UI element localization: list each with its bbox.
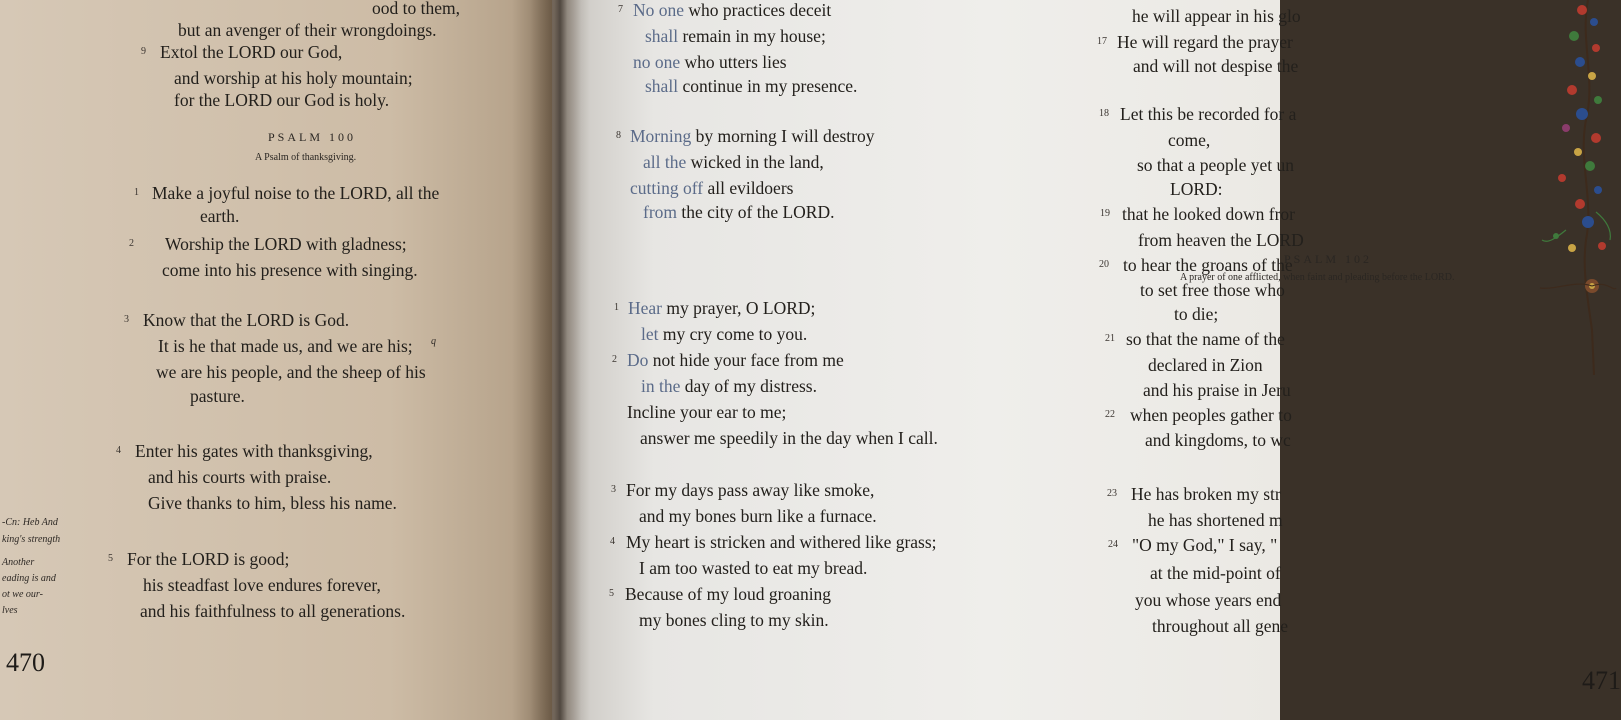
illuminated-border-ornament xyxy=(1536,0,1616,380)
verse-number: 21 xyxy=(1105,333,1115,344)
psalm-102-subtitle: A prayer of one afflicted, when faint and pleading before the LORD. xyxy=(1180,272,1455,283)
verse-line: He has broken my str xyxy=(1131,484,1281,504)
verse-line: Do not hide your face from me xyxy=(627,350,844,370)
verse-number: 1 xyxy=(614,302,619,313)
verse-line: come into his presence with singing. xyxy=(162,260,418,280)
verse-line: in the day of my distress. xyxy=(641,376,817,396)
verse-number: 23 xyxy=(1107,488,1117,499)
verse-number: 24 xyxy=(1108,539,1118,550)
verse-number: 4 xyxy=(610,536,615,547)
psalm-100-heading: PSALM 100 xyxy=(268,130,357,144)
verse-number: 3 xyxy=(611,484,616,495)
verse-number: 7 xyxy=(618,4,623,15)
footnote-line: -Cn: Heb And xyxy=(2,517,58,528)
verse-line: you whose years end xyxy=(1135,590,1282,610)
verse-line: all the wicked in the land, xyxy=(643,152,824,172)
footnote-line: lves xyxy=(2,605,18,616)
verse-line: from the city of the LORD. xyxy=(643,202,835,222)
verse-line: "O my God," I say, " xyxy=(1132,535,1278,555)
verse-line: he has shortened m xyxy=(1148,510,1283,530)
verse-line: Extol the LORD our God, xyxy=(160,42,343,62)
verse-number: 5 xyxy=(108,553,113,564)
verse-number: 1 xyxy=(134,187,139,198)
verse-line: pasture. xyxy=(190,386,245,406)
verse-line: declared in Zion xyxy=(1148,355,1263,375)
verse-line: and worship at his holy mountain; xyxy=(174,68,413,88)
psalm-100-subtitle: A Psalm of thanksgiving. xyxy=(255,152,357,163)
verse-number: 18 xyxy=(1099,108,1109,119)
verse-line: Worship the LORD with gladness; xyxy=(165,234,407,254)
footnote-line: ot we our- xyxy=(2,589,43,600)
footnote-marker: q xyxy=(431,336,436,347)
verse-line: It is he that made us, and we are his; xyxy=(158,336,413,356)
page-number-left: 470 xyxy=(6,648,45,677)
verse-line: For my days pass away like smoke, xyxy=(626,480,875,500)
verse-number: 4 xyxy=(116,445,121,456)
verse-number: 8 xyxy=(616,130,621,141)
footnote-line: eading is and xyxy=(2,573,56,584)
verse-line: so that a people yet un xyxy=(1137,155,1294,175)
verse-line: Enter his gates with thanksgiving, xyxy=(135,441,373,461)
verse-line: and kingdoms, to wc xyxy=(1145,430,1291,450)
verse-line: Know that the LORD is God. xyxy=(143,310,350,330)
page-number-right: 471 xyxy=(1582,666,1621,695)
verse-number: 2 xyxy=(129,238,134,249)
verse-line: earth. xyxy=(200,206,240,226)
footnote-line: Another xyxy=(2,557,35,568)
verse-line: answer me speedily in the day when I call. xyxy=(640,428,938,448)
verse-line: let my cry come to you. xyxy=(641,324,808,344)
verse-number: 5 xyxy=(609,588,614,599)
psalm-102-heading: PSALM 102 xyxy=(1284,252,1373,266)
verse-line: for the LORD our God is holy. xyxy=(174,90,390,110)
verse-line: and will not despise the xyxy=(1133,56,1299,76)
verse-line: from heaven the LORD xyxy=(1138,230,1304,250)
verse-line: shall remain in my house; xyxy=(645,26,826,46)
verse-line: and his courts with praise. xyxy=(148,467,332,487)
verse-line: Incline your ear to me; xyxy=(627,402,787,422)
verse-number: 20 xyxy=(1099,259,1109,270)
verse-number: 17 xyxy=(1097,36,1107,47)
verse-line: at the mid-point of xyxy=(1150,563,1281,583)
verse-line: to set free those who xyxy=(1140,280,1285,300)
verse-line: Morning by morning I will destroy xyxy=(630,126,875,146)
verse-line: my bones cling to my skin. xyxy=(639,610,829,630)
verse-line: He will regard the prayer xyxy=(1117,32,1293,52)
verse-line: we are his people, and the sheep of his xyxy=(156,362,426,382)
verse-number: 2 xyxy=(612,354,617,365)
verse-line: no one who utters lies xyxy=(633,52,787,72)
verse-line: Because of my loud groaning xyxy=(625,584,832,604)
verse-number: 19 xyxy=(1100,208,1110,219)
verse-number: 9 xyxy=(141,46,146,57)
footnote-line: king's strength xyxy=(2,534,61,545)
verse-line: shall continue in my presence. xyxy=(645,76,858,96)
verse-line: Hear my prayer, O LORD; xyxy=(628,298,816,318)
verse-line: LORD: xyxy=(1170,179,1223,199)
verse-line: ood to them, xyxy=(372,0,460,18)
verse-line: he will appear in his glo xyxy=(1132,6,1301,26)
verse-line: Make a joyful noise to the LORD, all the xyxy=(152,183,440,203)
verse-line: and my bones burn like a furnace. xyxy=(639,506,877,526)
verse-line: Let this be recorded for a xyxy=(1120,104,1297,124)
verse-number: 22 xyxy=(1105,409,1115,420)
verse-line: For the LORD is good; xyxy=(127,549,290,569)
verse-line: throughout all gene xyxy=(1152,616,1289,636)
verse-line: My heart is stricken and withered like grass; xyxy=(626,532,937,552)
verse-line: his steadfast love endures forever, xyxy=(143,575,381,595)
verse-line: but an avenger of their wrongdoings. xyxy=(178,20,437,40)
verse-line: when peoples gather to xyxy=(1130,405,1292,425)
verse-line: to hear the groans of the xyxy=(1123,255,1293,275)
verse-line: to die; xyxy=(1174,304,1219,324)
left-page xyxy=(0,0,556,720)
right-page xyxy=(552,0,1621,720)
verse-number: 3 xyxy=(124,314,129,325)
verse-line: that he looked down fror xyxy=(1122,204,1296,224)
verse-line: I am too wasted to eat my bread. xyxy=(639,558,868,578)
verse-line: No one who practices deceit xyxy=(633,0,832,20)
verse-line: and his praise in Jeru xyxy=(1143,380,1291,400)
verse-line: and his faithfulness to all generations. xyxy=(140,601,406,621)
verse-line: cutting off all evildoers xyxy=(630,178,794,198)
verse-line: come, xyxy=(1168,130,1211,150)
verse-line: Give thanks to him, bless his name. xyxy=(148,493,397,513)
verse-line: so that the name of the xyxy=(1126,329,1285,349)
